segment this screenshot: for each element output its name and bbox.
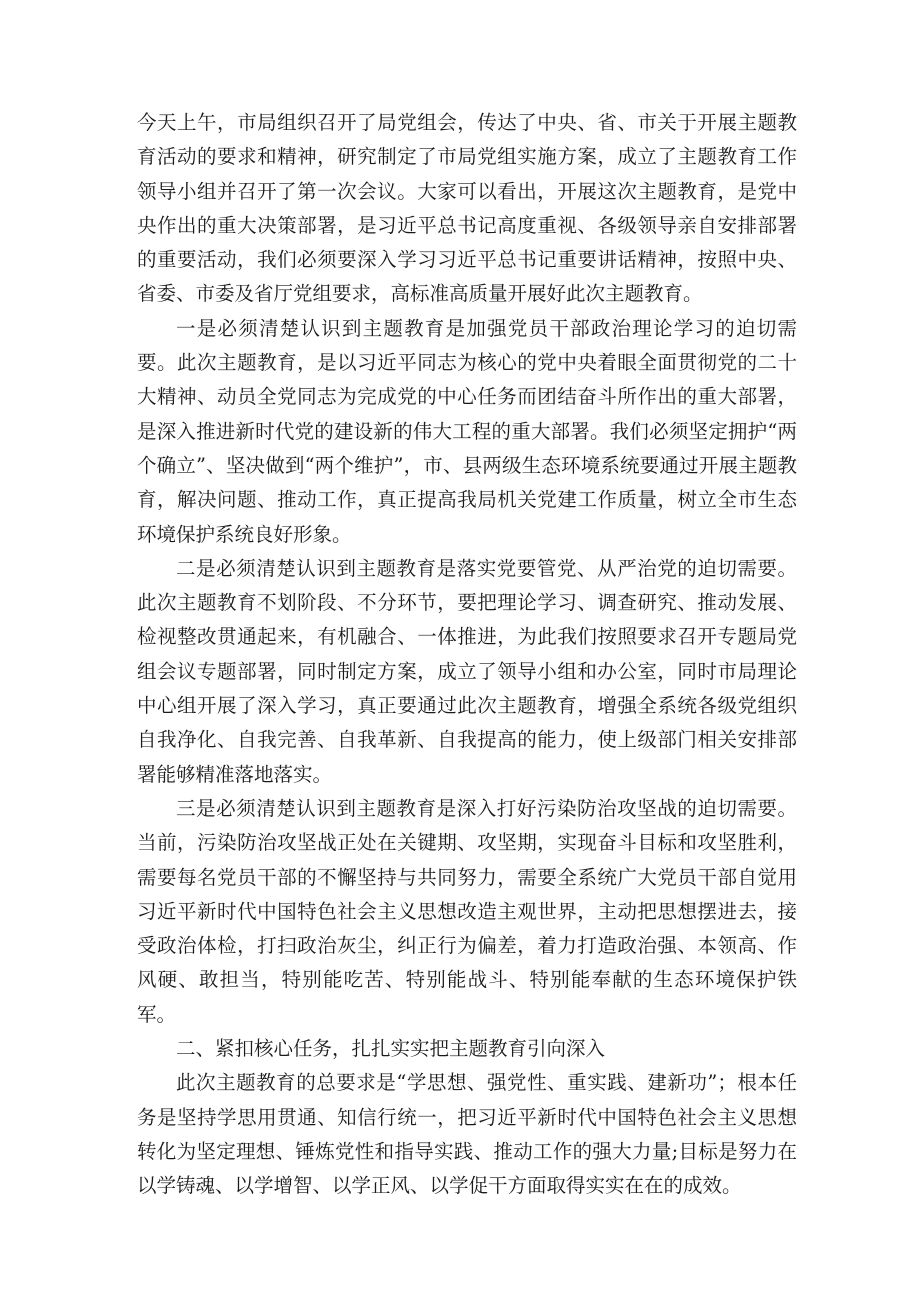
point-one-paragraph: 一是必须清楚认识到主题教育是加强党员干部政治理论学习的迫切需要。此次主题教育，是以习近平同志为核心的党中央着眼全面贯彻党的二十大精神、动员全党同志为完成党的中心任务而团结奋斗所作出的重大部署，是深入推进新时代党的建设新的伟大工程的重大部署。我们必须坚定拥护“两个确立”、坚决做到“两个维护”，市、县两级生态环境系统要通过开展主题教育，解决问题、推动工作，真正提高我局机关党建工作质量，树立全市生态环境保护系统良好形象。 <box>137 316 797 546</box>
requirements-paragraph: 此次主题教育的总要求是“学思想、强党性、重实践、建新功”；根本任务是坚持学思用贯通、知信行统一，把习近平新时代中国特色社会主义思想转化为坚定理想、锤炼党性和指导实践、推动工作的强大力量;目标是努力在以学铸魂、以学增智、以学正风、以学促干方面取得实实在在的成效。 <box>137 1071 797 1198</box>
point-two-paragraph: 二是必须清楚认识到主题教育是落实党要管党、从严治党的迫切需要。此次主题教育不划阶段、不分环节，要把理论学习、调查研究、推动发展、检视整改贯通起来，有机融合、一体推进，为此我们按照要求召开专题局党组会议专题部署，同时制定方案，成立了领导小组和办公室，同时市局理论中心组开展了深入学习，真正要通过此次主题教育，增强全系统各级党组织自我净化、自我完善、自我革新、自我提高的能力，使上级部门相关安排部署能够精准落地落实。 <box>137 556 797 786</box>
document-page <box>137 106 797 1204</box>
point-three-paragraph: 三是必须清楚认识到主题教育是深入打好污染防治攻坚战的迫切需要。当前，污染防治攻坚战正处在关键期、攻坚期，实现奋斗目标和攻坚胜利，需要每名党员干部的不懈坚持与共同努力，需要全系统广大党员干部自觉用习近平新时代中国特色社会主义思想改造主观世界，主动把思想摆进去，接受政治体检，打扫政治灰尘，纠正行为偏差，着力打造政治强、本领高、作风硬、敢担当，特别能吃苦、特别能战斗、特别能奉献的生态环境保护铁军。 <box>137 796 797 1026</box>
section-heading: 二、紧扣核心任务，扎扎实实把主题教育引向深入 <box>176 1037 606 1061</box>
intro-paragraph: 今天上午，市局组织召开了局党组会，传达了中央、省、市关于开展主题教育活动的要求和精神，研究制定了市局党组实施方案，成立了主题教育工作领导小组并召开了第一次会议。大家可以看出，开展这次主题教育，是党中央作出的重大决策部署，是习近平总书记高度重视、各级领导亲自安排部署的重要活动，我们必须要深入学习习近平总书记重要讲话精神，按照中央、省委、市委及省厅党组要求，高标准高质量开展好此次主题教育。 <box>137 111 797 306</box>
